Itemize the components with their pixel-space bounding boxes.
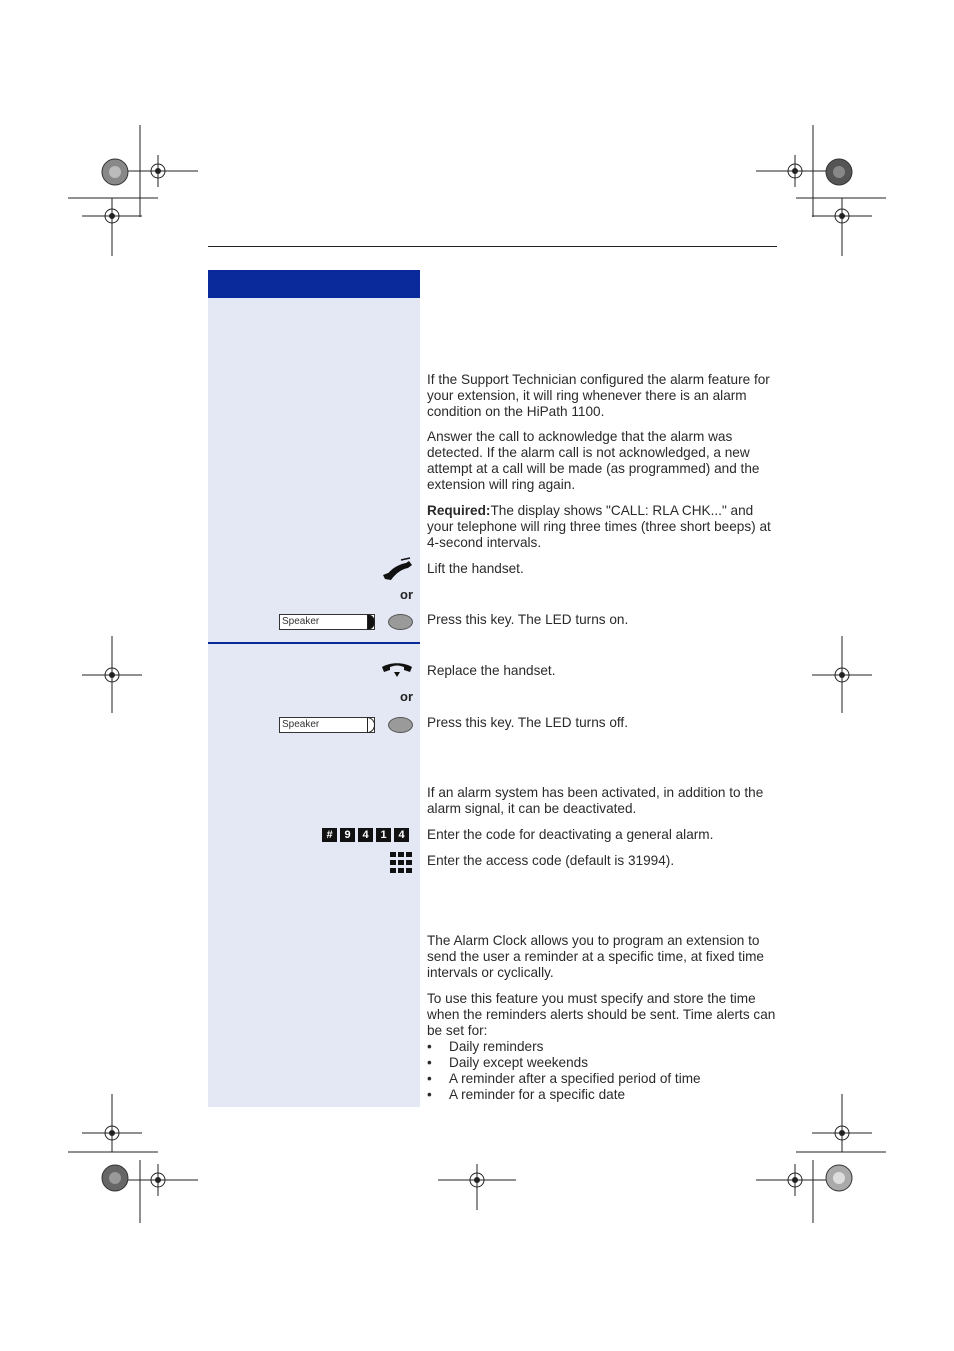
reminder-options-list (427, 1039, 779, 1103)
list-item: • Daily reminders (427, 1039, 779, 1055)
handset-lift-icon (382, 557, 414, 583)
time-alerts-paragraph: To use this feature you must specify and store the time when the reminders alerts should be sent. Time alerts can be set for: (427, 991, 776, 1038)
step-enter-access: Enter the access code (default is 31994). (427, 853, 675, 868)
speaker-key-label: Speaker (282, 616, 320, 627)
or-label: or (400, 689, 413, 704)
acknowledge-paragraph: Answer the call to acknowledge that the alarm was detected. If the alarm call is not acknowledged, a new attempt at a call will be made (as programmed) and the extension will ring again. (427, 429, 760, 492)
code-digit: 1 (376, 828, 391, 842)
code-digit: 9 (340, 828, 355, 842)
intro-paragraph: If the Support Technician configured the alarm feature for your extension, it will ring whenever there is an alarm condition on the HiPath 1100. (427, 372, 770, 419)
section-divider (208, 642, 420, 644)
list-item: • A reminder after a specified period of time (427, 1071, 779, 1087)
speaker-key-off[interactable] (279, 717, 375, 733)
or-label: or (400, 587, 413, 602)
deactivate-paragraph: If an alarm system has been activated, in addition to the alarm signal, it can be deactivated. (427, 785, 764, 816)
led-off-indicator (367, 717, 375, 733)
step-replace-handset: Replace the handset. (427, 663, 556, 678)
led-on-indicator (367, 614, 375, 630)
list-item: • Daily except weekends (427, 1055, 779, 1071)
step-lift-handset: Lift the handset. (427, 561, 524, 576)
speaker-key-button[interactable] (388, 717, 413, 733)
required-label: Required: (427, 503, 491, 518)
speaker-key-on[interactable] (279, 614, 375, 630)
handset-replace-icon (380, 662, 414, 680)
step-press-off: Press this key. The LED turns off. (427, 715, 628, 730)
code-keys (322, 828, 409, 842)
header-rule (208, 246, 777, 247)
code-digit: 4 (358, 828, 373, 842)
required-paragraph (427, 503, 779, 551)
alarm-clock-paragraph: The Alarm Clock allows you to program an extension to send the user a reminder at a specific time, at fixed time intervals or cyclically. (427, 933, 764, 980)
step-press-on: Press this key. The LED turns on. (427, 612, 629, 627)
code-digit: # (322, 828, 337, 842)
step-enter-code: Enter the code for deactivating a general alarm. (427, 827, 714, 842)
code-digit: 4 (394, 828, 409, 842)
required-text: The display shows "CALL: RLA CHK..." and your telephone will ring three times (three short beeps) at 4-second intervals. (427, 503, 771, 550)
list-item: • A reminder for a specific date (427, 1087, 779, 1103)
keypad-icon (390, 852, 413, 873)
sidebar-header-bar (208, 270, 420, 298)
speaker-key-button[interactable] (388, 614, 413, 630)
speaker-key-label: Speaker (282, 719, 320, 730)
